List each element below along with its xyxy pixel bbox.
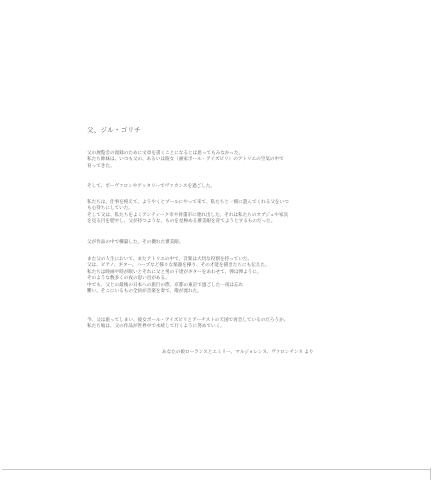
paragraph-line: 今、父は旅ってしまい、彼女ポール・アイズピリとアーチストの天国で再会しているのだろうか。 — [87, 318, 289, 323]
signature: あなたの娘ローランスとエミリー、マルジョレンヌ、ヴァロンチンヌ より — [162, 350, 314, 355]
page-corner-rule — [430, 468, 431, 480]
paragraph-line: そのような数多くの夜の思い出がある。 — [87, 276, 170, 282]
paragraph-line: 私たちは映画や時が眠いとそれに父と男の子達がギターをあわせて、弾は弾ように。 — [87, 269, 262, 275]
paragraph-2 — [87, 184, 215, 190]
paragraph-line: 難い。そこにいるもの全員が音楽を奏で、歌が流れた。 — [87, 288, 202, 294]
paragraph-line: 私たちは、仕事を終えて、ようやくとプールにやって来て、私たちと一緒に遊んでくれる父をいつ — [87, 200, 289, 205]
page-bottom-rule — [2, 469, 430, 470]
paragraph-line: 中でも、父との最後の日本への旅行の際、京都の東京で過ごした一夜は忘れ — [87, 282, 244, 288]
paragraph-1 — [87, 151, 284, 170]
paragraph-line: 私たち娘は、父の作品が世界中で永続して行くように努めていく。 — [87, 324, 225, 330]
paragraph-line: 父は、ピアノ、ギター、ハープなど様々な楽器を操り、その才能を描きたちにも伝えた。 — [87, 263, 270, 269]
paragraph-6 — [87, 318, 288, 331]
paragraph-3 — [87, 200, 289, 226]
paragraph-line: を見る目を肥やし、父が持つような、ものを見極める審美眼を育てようとするものだった。 — [87, 219, 276, 225]
paragraph-4 — [87, 240, 183, 246]
paragraph-line: 育ってきた。 — [87, 163, 115, 169]
paragraph-line: 父の展覧会の図録のために文章を書くことになるとは思ってもみなかった。 — [87, 151, 244, 156]
paragraph-line: 父が作品の中で構築した、その優れた審美眼。 — [87, 240, 184, 245]
paragraph-line: また父の人生において、またアトリエの中で、音楽は大切な役割を持っていた。 — [87, 257, 253, 262]
paragraph-line: 私たち姉妹は、いつも父の、あるいは彼女（画家ポール・アイズピリ）のアトリエの空気の中で — [87, 157, 284, 163]
paragraph-line: そして父は、私たちをよくアンティーク市や骨董市に連れ出した。それは私たちのオブジェや家具 — [87, 212, 289, 218]
paragraph-line: も心待ちにしていた。 — [87, 206, 133, 212]
paragraph-5 — [87, 257, 270, 295]
paragraph-line: そして、ボーヴァロンやゲッタリーでヴァカンスを過ごした。 — [87, 184, 216, 189]
document-title: 父、ジル・ゴリチ — [87, 126, 142, 134]
